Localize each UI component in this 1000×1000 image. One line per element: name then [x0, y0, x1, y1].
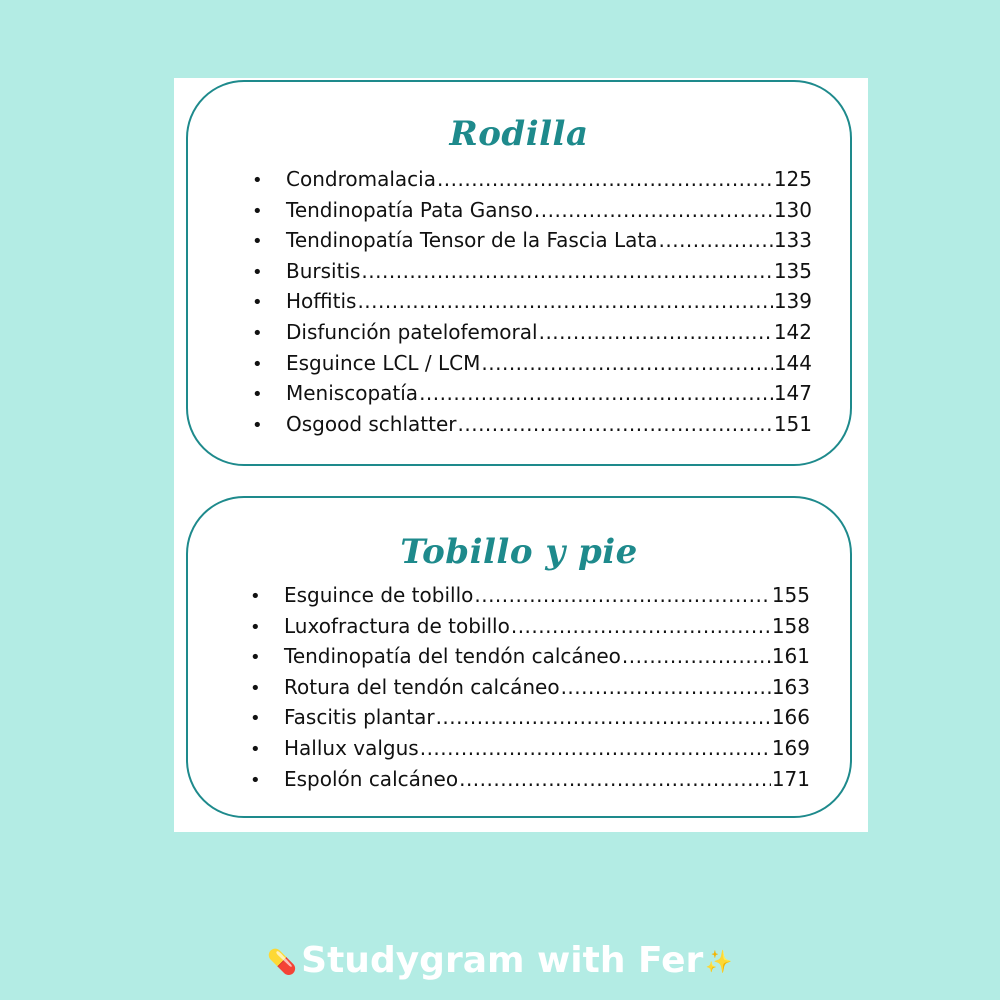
- dot-leader: [622, 641, 771, 672]
- toc-entry: [250, 733, 810, 764]
- section-rodilla: [186, 80, 852, 466]
- footer-text: Studygram with Fer: [301, 940, 704, 981]
- dot-leader: [539, 317, 773, 348]
- toc-entry-page: 135: [773, 258, 812, 283]
- dot-leader: [419, 378, 773, 409]
- bullet-icon: •: [252, 170, 263, 191]
- dot-leader: [437, 164, 773, 195]
- toc-entry: [250, 641, 810, 672]
- toc-entry: [252, 317, 812, 348]
- dot-leader: [659, 225, 773, 256]
- bullet-icon: •: [252, 322, 263, 344]
- toc-entry-label: Rotura del tendón calcáneo: [284, 674, 560, 699]
- toc-entry-page: 144: [773, 350, 812, 375]
- toc-entry-label: Luxofractura de tobillo: [284, 613, 510, 638]
- toc-entry-label: Tendinopatía Tensor de la Fascia Lata: [286, 228, 658, 253]
- dot-leader: [436, 702, 771, 733]
- toc-entry-page: 125: [773, 167, 812, 191]
- toc-list: [252, 164, 812, 439]
- footer-brand: [0, 940, 1000, 981]
- bullet-icon: •: [250, 738, 261, 760]
- toc-entry-page: 151: [773, 411, 812, 436]
- toc-entry-page: 147: [773, 381, 812, 406]
- toc-entry-page: 166: [771, 705, 810, 730]
- dot-leader: [561, 672, 771, 703]
- toc-entry: [252, 225, 812, 256]
- bullet-icon: •: [250, 677, 261, 699]
- toc-entry: [252, 286, 812, 317]
- bullet-icon: •: [252, 414, 263, 436]
- bullet-icon: •: [250, 708, 261, 730]
- toc-entry: [250, 580, 810, 611]
- toc-entry-page: 142: [773, 319, 812, 344]
- bullet-icon: •: [252, 261, 263, 283]
- bullet-icon: •: [252, 353, 263, 375]
- toc-entry-label: Esguince LCL / LCM: [286, 350, 481, 375]
- bullet-icon: •: [250, 647, 261, 669]
- toc-entry-label: Tendinopatía del tendón calcáneo: [284, 644, 621, 669]
- section-tobillo-y-pie: [186, 496, 852, 818]
- toc-entry-label: Tendinopatía Pata Ganso: [286, 197, 533, 222]
- toc-entry-label: Disfunción patelofemoral: [286, 319, 538, 344]
- toc-entry: [250, 764, 810, 795]
- toc-entry-page: 163: [771, 674, 810, 699]
- toc-entry-page: 169: [771, 735, 810, 760]
- toc-entry-page: 130: [773, 197, 812, 222]
- section-title: Rodilla: [449, 114, 589, 154]
- dot-leader: [459, 764, 771, 795]
- dot-leader: [511, 611, 771, 642]
- toc-entry: [252, 256, 812, 287]
- toc-entry-label: Bursitis: [286, 258, 361, 283]
- toc-entry: [250, 702, 810, 733]
- dot-leader: [357, 286, 772, 317]
- toc-entry-page: 139: [773, 289, 812, 314]
- toc-entry-label: Meniscopatía: [286, 381, 419, 406]
- toc-entry: [250, 611, 810, 642]
- dot-leader: [534, 195, 773, 226]
- dot-leader: [420, 733, 771, 764]
- toc-entry-page: 161: [771, 644, 810, 669]
- toc-entry-page: 171: [771, 766, 810, 791]
- toc-entry: [252, 378, 812, 409]
- pill-icon: 💊: [267, 948, 298, 976]
- sparkle-icon: ✨: [705, 949, 733, 975]
- toc-entry-label: Fascitis plantar: [284, 705, 435, 730]
- toc-entry-label: Espolón calcáneo: [284, 766, 459, 791]
- toc-entry-page: 158: [771, 613, 810, 638]
- bullet-icon: •: [250, 616, 261, 638]
- toc-entry-label: Hallux valgus: [284, 735, 419, 760]
- bullet-icon: •: [252, 292, 263, 314]
- dot-leader: [481, 348, 772, 379]
- toc-entry: [252, 164, 812, 195]
- toc-entry-page: 155: [771, 583, 810, 607]
- dot-leader: [474, 580, 770, 611]
- bullet-icon: •: [250, 586, 261, 607]
- toc-entry: [250, 672, 810, 703]
- bullet-icon: •: [250, 769, 261, 791]
- toc-page: [174, 78, 868, 832]
- toc-entry-label: Esguince de tobillo: [284, 583, 474, 607]
- dot-leader: [458, 409, 773, 440]
- toc-entry: [252, 409, 812, 440]
- bullet-icon: •: [252, 200, 263, 222]
- toc-entry-label: Osgood schlatter: [286, 411, 457, 436]
- bullet-icon: •: [252, 384, 263, 406]
- toc-entry: [252, 348, 812, 379]
- section-title: Tobillo y pie: [400, 532, 638, 572]
- dot-leader: [361, 256, 772, 287]
- toc-entry-label: Condromalacia: [286, 167, 436, 191]
- toc-list: [250, 580, 810, 794]
- bullet-icon: •: [252, 231, 263, 253]
- toc-entry-label: Hoffitis: [286, 289, 357, 314]
- toc-entry-page: 133: [773, 228, 812, 253]
- toc-entry: [252, 195, 812, 226]
